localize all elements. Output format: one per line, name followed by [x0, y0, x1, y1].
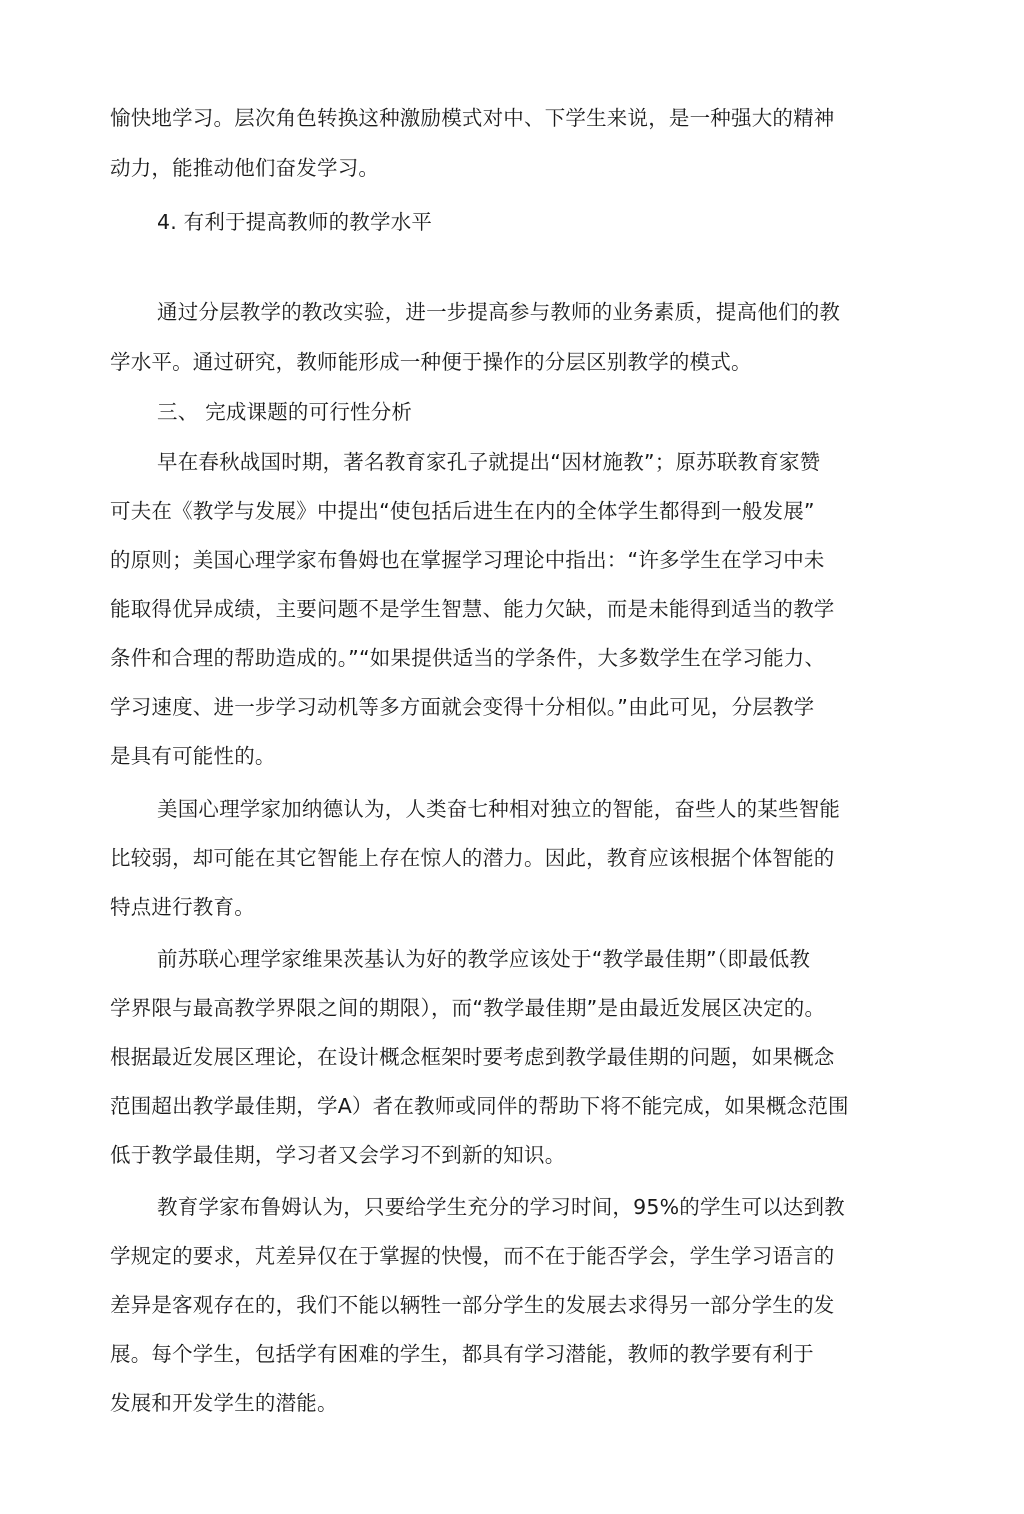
paragraph-line: 根据最近发展区理论，在设计概念框架时要考虑到教学最佳期的问题，如果概念 [110, 1045, 835, 1069]
paragraph-line: 低于教学最佳期，学习者又会学习不到新的知识。 [110, 1143, 566, 1167]
paragraph-line: 教育学家布鲁姆认为，只要给学生充分的学习时间，95%的学生可以达到教 [157, 1195, 845, 1219]
paragraph-line: 学规定的要求，芃差异仅在于掌握的快慢，而不在于能否学会，学生学习语言的 [110, 1244, 835, 1268]
paragraph-line: 发展和开发学生的潜能。 [110, 1391, 338, 1415]
paragraph-line: 愉快地学习。层次角色转换这种激励模式对中、下学生来说，是一种强大的精神 [110, 106, 835, 130]
paragraph-line: 范围超出教学最佳期，学A）者在教师或同伴的帮助下将不能完成，如果概念范围 [110, 1094, 849, 1118]
paragraph-line: 差异是客观存在的，我们不能以辆牲一部分学生的发展去求得另一部分学生的发 [110, 1293, 835, 1317]
paragraph-line: 学界限与最高教学界限之间的期限），而“教学最佳期”是由最近发展区决定的。 [110, 996, 826, 1020]
paragraph-line: 的原则；美国心理学家布鲁姆也在掌握学习理论中指出：“许多学生在学习中未 [110, 548, 825, 572]
paragraph-line: 前苏联心理学家维果茨基认为好的教学应该处于“教学最佳期”（即最低教 [157, 947, 811, 971]
paragraph-line: 条件和合理的帮助造成的。”“如果提供适当的学条件，大多数学生在学习能力、 [110, 646, 826, 670]
paragraph-line: 动力，能推动他们奋发学习。 [110, 156, 380, 180]
paragraph-line: 比较弱，却可能在其它智能上存在惊人的潜力。因此，教育应该根据个体智能的 [110, 846, 835, 870]
paragraph-line: 早在春秋战国时期，著名教育家孔子就提出“因材施教”；原苏联教育家赞 [157, 450, 821, 474]
paragraph-line: 美国心理学家加纳德认为，人类奋七种相对独立的智能，奋些人的某些智能 [157, 797, 841, 821]
paragraph-line: 可夫在《教学与发展》中提出“使包括后进生在内的全体学生都得到一般发展” [110, 499, 815, 523]
paragraph-line: 学水平。通过研究，教师能形成一种便于操作的分层区别教学的模式。 [110, 350, 752, 374]
paragraph-line: 展。每个学生，包括学有困难的学生，都具有学习潜能，教师的教学要有利于 [110, 1342, 814, 1366]
paragraph-line: 学习速度、进一步学习动机等多方面就会变得十分相似。”由此可见，分层教学 [110, 695, 815, 719]
section-heading: 三、 完成课题的可行性分析 [157, 400, 413, 424]
paragraph-line: 是具有可能性的。 [110, 744, 276, 768]
paragraph-line: 能取得优异成绩，主要问题不是学生智慧、能力欠缺，而是未能得到适当的教学 [110, 597, 835, 621]
section-heading: 4. 有利于提高教师的教学水平 [157, 210, 433, 234]
paragraph-line: 特点进行教育。 [110, 895, 255, 919]
paragraph-line: 通过分层教学的教改实验，进一步提高参与教师的业务素质，提高他们的教 [157, 300, 841, 324]
